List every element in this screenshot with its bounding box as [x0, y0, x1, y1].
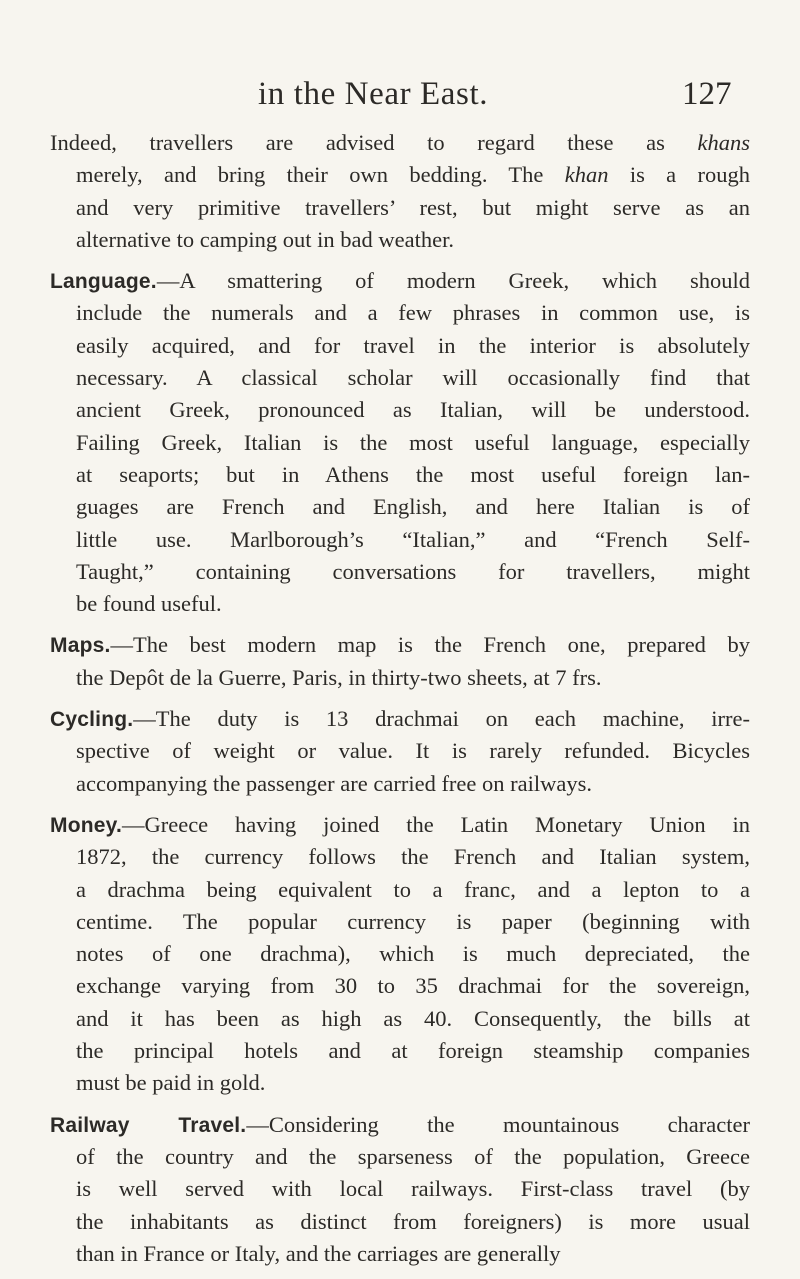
- section-heading: Cycling.: [50, 708, 134, 732]
- text-line: a drachma being equivalent to a franc, and a lepton to a: [76, 876, 750, 902]
- text-line: the inhabitants as distinct from foreigners) is more usual: [76, 1208, 750, 1234]
- text-line: the Depôt de la Guerre, Paris, in thirty-two sheets, at 7 frs.: [76, 664, 602, 690]
- text-line: little use. Marlborough’s “Italian,” and “French Self-: [76, 526, 750, 552]
- text-line: Indeed, travellers are advised to regard these as khans: [50, 130, 750, 155]
- text-line: Failing Greek, Italian is the most useful language, especially: [76, 429, 750, 455]
- text-line: the principal hotels and at foreign steamship companies: [76, 1038, 750, 1064]
- section-heading: Maps.: [50, 634, 111, 658]
- section-heading: Language.: [50, 270, 157, 294]
- text-line: must be paid in gold.: [76, 1070, 266, 1096]
- text-line: ancient Greek, pronounced as Italian, will be understood.: [76, 397, 750, 423]
- page-number: 127: [682, 76, 732, 112]
- text-line: accompanying the passenger are carried free on railways.: [76, 770, 592, 796]
- text-line: spective of weight or value. It is rarely refunded. Bicycles: [76, 738, 750, 764]
- text-line: of the country and the sparseness of the population, Greece: [76, 1143, 750, 1169]
- paragraph: [50, 703, 750, 800]
- text-line: include the numerals and a few phrases in common use, is: [76, 300, 750, 326]
- running-head: [0, 76, 800, 116]
- text-line: and it has been as high as 40. Consequently, the bills at: [76, 1005, 750, 1031]
- text-line: centime. The popular currency is paper (beginning with: [76, 908, 750, 934]
- paragraph: [50, 127, 750, 256]
- text-line: at seaports; but in Athens the most useful foreign lan-: [76, 461, 750, 487]
- text-line: exchange varying from 30 to 35 drachmai for the sovereign,: [76, 973, 750, 999]
- text-line: Maps.—The best modern map is the French one, prepared by: [50, 632, 750, 658]
- text-line: necessary. A classical scholar will occasionally find that: [76, 365, 750, 391]
- body-text: [50, 127, 750, 1279]
- text-line: notes of one drachma), which is much depreciated, the: [76, 941, 750, 967]
- italic-term: khan: [564, 162, 609, 188]
- text-line: Railway Travel.—Considering the mountainous character: [50, 1111, 750, 1137]
- paragraph: [50, 1109, 750, 1270]
- text-line: is well served with local railways. First-class travel (by: [76, 1176, 750, 1202]
- paragraph: [50, 629, 750, 694]
- text-line: than in France or Italy, and the carriages are generally: [76, 1240, 561, 1266]
- italic-term: khans: [697, 130, 750, 155]
- text-line: Taught,” containing conversations for travellers, might: [76, 558, 750, 584]
- text-line: be found useful.: [76, 591, 222, 617]
- text-line: Money.—Greece having joined the Latin Monetary Union in: [50, 811, 750, 837]
- paragraph: [50, 265, 750, 620]
- text-line: 1872, the currency follows the French and Italian system,: [76, 844, 750, 870]
- running-title: in the Near East.: [258, 76, 489, 112]
- text-line: merely, and bring their own bedding. The khan is a rough: [76, 162, 750, 188]
- text-line: and very primitive travellers’ rest, but might serve as an: [76, 194, 750, 220]
- text-line: alternative to camping out in bad weather.: [76, 226, 454, 252]
- text-line: easily acquired, and for travel in the interior is absolutely: [76, 332, 750, 358]
- section-heading: Railway Travel.: [50, 1113, 247, 1137]
- section-heading: Money.: [50, 813, 122, 837]
- paragraph: [50, 809, 750, 1100]
- text-line: guages are French and English, and here Italian is of: [76, 494, 750, 520]
- text-line: Language.—A smattering of modern Greek, which should: [50, 268, 750, 294]
- text-line: Cycling.—The duty is 13 drachmai on each machine, irre-: [50, 706, 750, 732]
